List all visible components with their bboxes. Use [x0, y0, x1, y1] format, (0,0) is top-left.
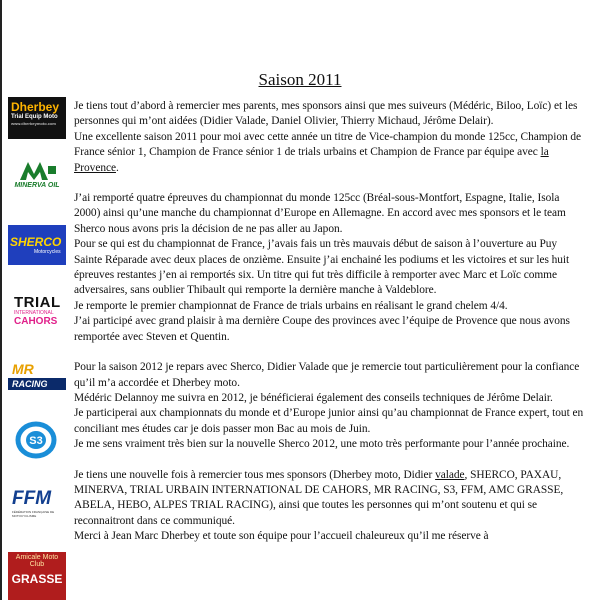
- paragraph-dherbey-thanks: Merci à Jean Marc Dherbey et toute son équipe pour l’accueil chaleureux qu’il me réserve à: [74, 530, 489, 543]
- paragraph-world-championship: J’ai remporté quatre épreuves du championnat du monde 125cc (Bréal-sous-Montfort, Espagne, Italie, Isola 2000) ainsi qu’une manche du championnat d’Europe en Allemagne. En accord avec mes sponsors et le team Sherco nous avons pris la décision de ne pas aller au Japon.: [74, 192, 566, 235]
- minerva-logo: [8, 160, 66, 192]
- paragraph-coupe-provinces: J’ai participé avec grand plaisir à ma dernière Coupe des provinces avec l’équipe de Provence que nous avons remportée avec Steven et Quentin.: [74, 315, 570, 343]
- paragraph-season-summary: [74, 130, 586, 176]
- sponsors-text-rest: , SHERCO, PAXAU, MINERVA, TRIAL URBAIN INTERNATIONAL DE CAHORS, MR RACING, S3, FFM, AMC GRASSE, ABELA, HEBO, ALPES TRIAL RACING), ainsi que toutes les personnes qui m’ont soutenu et qui se reconnaitront dans ce communiqué.: [74, 468, 564, 527]
- amc-grasse-logo: [8, 552, 66, 600]
- minerva-m-icon: [18, 160, 58, 182]
- ffm-logo: [8, 488, 66, 522]
- trial-cahors-logo: [8, 295, 66, 329]
- document-body: [74, 99, 586, 545]
- paragraph-french-championship: Pour se qui est du championnat de France, j’avais fais un très mauvais début de saison à l’ouverture au Puy Sainte Réparade avec deux places de onzième. Ensuite j’ai enchainé les podiums et les victoires et sur les huit épreuves restantes j’en ai remportés six. Un titre qui fut très difficile à remporter avec Marc et Loïc comme adversaires, sans oublier Thibault qui remporte la dernière manche à Valdeblore.: [74, 238, 570, 297]
- paragraph-gap: [74, 345, 586, 360]
- s3-swirl-icon: [8, 420, 66, 460]
- paragraph-new-sherco: Je me sens vraiment très bien sur la nouvelle Sherco 2012, une moto très performante pour l’année prochaine.: [74, 438, 570, 451]
- minerva-logo-text: MINERVA OIL: [14, 182, 60, 189]
- paragraph-gap: [74, 176, 586, 191]
- paragraph-mederic: Médéric Delannoy me suivra en 2012, je bénéficierai également des conseils techniques de Jérôme Delair.: [74, 391, 553, 404]
- sherco-logo: [8, 225, 66, 265]
- season-summary-text: Une excellente saison 2011 pour moi avec cette année un titre de Vice-champion du monde 125cc, Champion de France sénior 1, Champion de France sénior 1 de trials urbains et Champion de France par équipe avec: [74, 130, 582, 159]
- cahors-logo-trial: TRIAL: [14, 294, 61, 311]
- valade-underlined: valade: [435, 468, 465, 481]
- paragraph-thanks: Je tiens tout d’abord à remercier mes parents, mes sponsors ainsi que mes suiveurs (Médéric, Biloo, Loïc) et les personnes qui m’ont aidées (Didier Valade, Daniel Olivier, Thierry Michaud, Jérôme Delair).: [74, 100, 578, 128]
- provence-link-text: la Provence: [74, 146, 549, 174]
- season-summary-end: .: [115, 161, 119, 174]
- dherbey-logo-name: Dherbey: [11, 100, 60, 114]
- paragraph-season-2012: Pour la saison 2012 je repars avec Sherco, Didier Valade que je remercie tout particulièrement pour la confiance qu’il m’a accordée et Dherbey moto.: [74, 361, 580, 389]
- paragraph-urban-trial: Je remporte le premier championnat de France de trials urbains en réalisant le grand chelem 4/4.: [74, 299, 508, 312]
- paragraph-championships-2012: Je participerai aux championnats du monde et d’Europe junior ainsi qu’au championnat de France expert, tout en conciliant mes études car je dois passer mon Bac au mois de Juin.: [74, 407, 584, 435]
- paragraph-sponsors-thanks: [74, 468, 586, 530]
- dherbey-logo-tagline: Trial Equip Moto: [11, 114, 58, 120]
- sherco-logo-name: SHERCO: [10, 235, 62, 249]
- cahors-logo-international: INTERNATIONAL: [14, 310, 54, 316]
- mr-logo-mark: MR: [12, 361, 34, 377]
- page-title: Saison 2011: [258, 70, 342, 89]
- sponsors-text-start: Je tiens une nouvelle fois à remercier tous mes sponsors (Dherbey moto, Didier: [74, 468, 433, 481]
- cahors-logo-city: CAHORS: [14, 316, 58, 327]
- dherbey-logo-url: www.dherbeymoto.com: [11, 121, 56, 126]
- s3-logo-text: S3: [29, 435, 43, 447]
- grasse-logo-club: Amicale Moto Club: [15, 554, 59, 568]
- ffm-logo-sub: FÉDÉRATION FRANÇAISE DE MOTOCYCLISME: [12, 510, 55, 518]
- dherbey-logo: [8, 97, 66, 139]
- page-left-border: [0, 0, 2, 600]
- ffm-logo-name: FFM: [12, 488, 52, 509]
- grasse-logo-city: GRASSE: [11, 572, 63, 586]
- mr-logo-racing: RACING: [8, 378, 66, 390]
- paragraph-gap: [74, 453, 586, 468]
- mr-racing-logo: [8, 362, 66, 392]
- sherco-logo-sub: Motorcycles: [34, 249, 61, 255]
- s3-logo: [8, 420, 66, 460]
